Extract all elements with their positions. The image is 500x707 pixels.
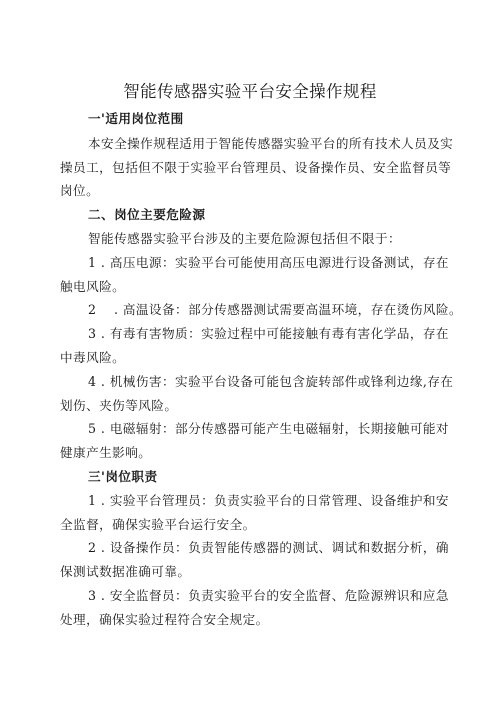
list-item-line: 触电风险。 xyxy=(60,279,126,294)
list-item-line: 1 . 实验平台管理员：负责实验平台的日常管理、设备维护和安 xyxy=(88,493,449,508)
paragraph-line: 操员工，包括但不限于实验平台管理员、设备操作员、安全监督员等 xyxy=(60,160,452,175)
document-title: 智能传感器实验平台安全操作规程 xyxy=(123,82,377,101)
list-item-line: 2 . 高温设备：部分传感器测试需要高温环境，存在烫伤风险。 xyxy=(88,302,463,317)
list-item-line: 健康产生影响。 xyxy=(60,445,152,460)
list-item-line: 划伤、夹伤等风险。 xyxy=(60,398,178,413)
paragraph-line: 本安全操作规程适用于智能传感器实验平台的所有技术人员及实 xyxy=(88,136,454,151)
section-heading-scope: 一'适用岗位范围 xyxy=(88,111,184,126)
list-item-line: 全监督，确保实验平台运行安全。 xyxy=(60,517,256,532)
list-item-line: 5 . 电磁辐射：部分传感器可能产生电磁辐射，长期接触可能对 xyxy=(88,421,449,436)
list-item-line: 3 . 安全监督员：负责实验平台的安全监督、危险源辨识和应急 xyxy=(88,588,449,603)
list-item-line: 中毒风险。 xyxy=(60,350,126,365)
list-item-line: 1 . 高压电源：实验平台可能使用高压电源进行设备测试，存在 xyxy=(88,255,449,270)
list-item-line: 3 . 有毒有害物质：实验过程中可能接触有毒有害化学品，存在 xyxy=(88,326,449,341)
paragraph-line: 智能传感器实验平台涉及的主要危险源包括但不限于： xyxy=(88,231,402,246)
list-item-line: 保测试数据准确可靠。 xyxy=(60,564,191,579)
list-item-line: 4 . 机械伤害：实验平台设备可能包含旋转部件或锋利边缘,存在 xyxy=(88,374,454,389)
list-item-line: 2 . 设备操作员：负责智能传感器的测试、调试和数据分析，确 xyxy=(88,540,449,555)
section-heading-duties: 三'岗位职责 xyxy=(88,469,158,484)
paragraph-line: 岗位。 xyxy=(60,183,100,198)
list-item-line: 处理，确保实验过程符合安全规定。 xyxy=(60,612,269,627)
section-heading-hazards: 二、岗位主要危险源 xyxy=(88,207,206,222)
